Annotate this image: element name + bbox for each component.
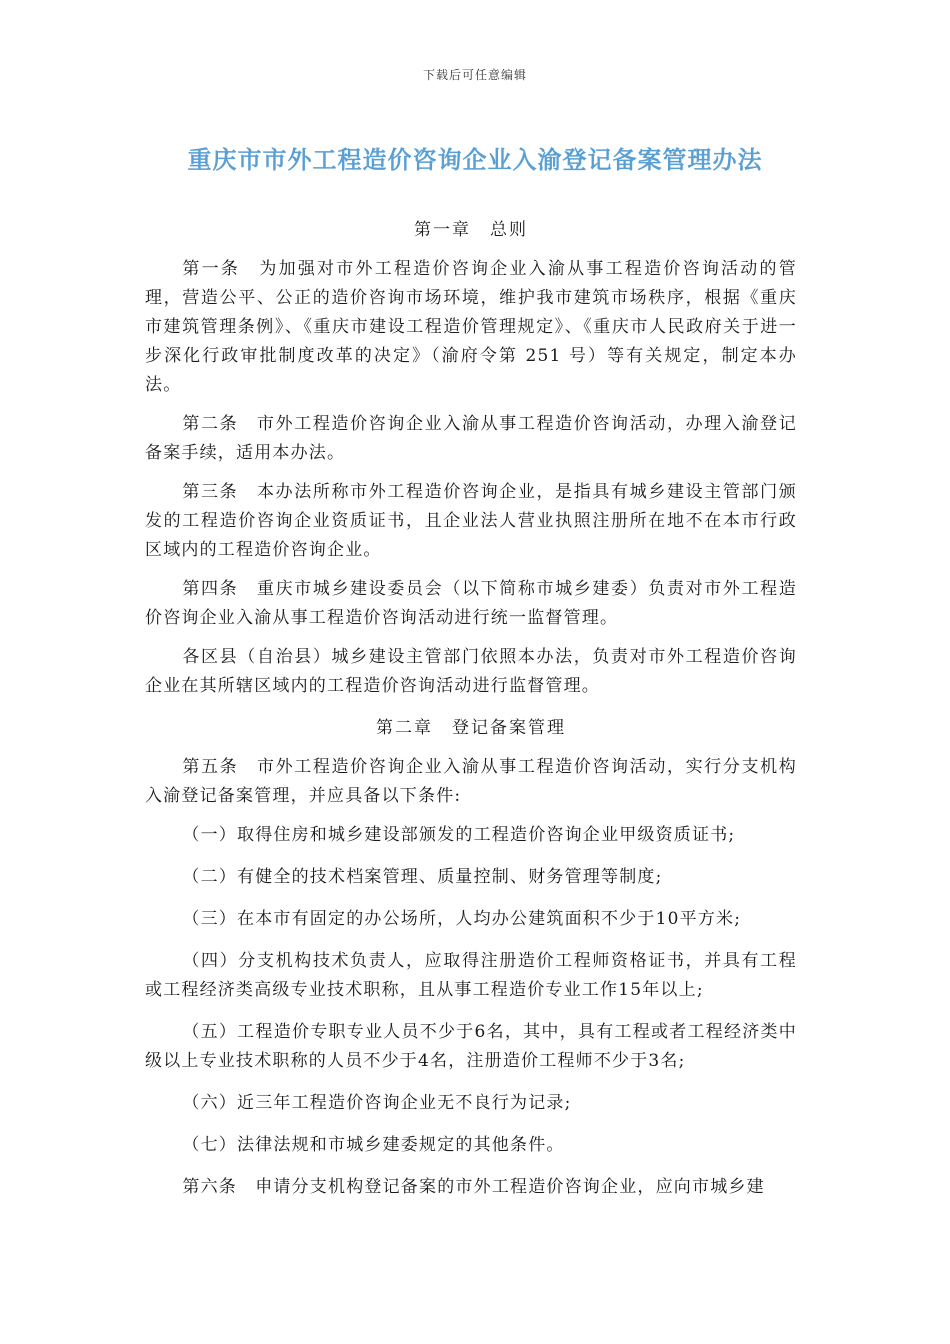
- document-title: 重庆市市外工程造价咨询企业入渝登记备案管理办法: [187, 145, 763, 174]
- condition-item-3: （三）在本市有固定的办公场所，人均办公建筑面积不少于10平方米;: [182, 909, 742, 929]
- article-4-text: 重庆市城乡建设委员会（以下简称市城乡建委）负责对市外工程造价咨询企业入渝从事工程造价咨询活动进行统一监督管理。: [145, 579, 797, 628]
- article-3-label: 第三条: [182, 482, 257, 502]
- article-3: [145, 478, 797, 565]
- condition-item-6: （六）近三年工程造价咨询企业无不良行为记录;: [182, 1093, 572, 1113]
- chapter-heading-2: 第二章 登记备案管理: [376, 718, 566, 738]
- article-2-label: 第二条: [182, 414, 257, 434]
- article-4-label: 第四条: [182, 579, 257, 599]
- condition-item-2: （二）有健全的技术档案管理、质量控制、财务管理等制度;: [182, 867, 663, 887]
- article-1-label: 第一条: [182, 259, 260, 279]
- article-6: [145, 1173, 797, 1202]
- article-1: [145, 255, 797, 400]
- article-5-label: 第五条: [182, 757, 257, 777]
- condition-item-1: （一）取得住房和城乡建设部颁发的工程造价咨询企业甲级资质证书;: [182, 825, 736, 845]
- header-note: 下载后可任意编辑: [422, 68, 527, 82]
- condition-item-4: （四）分支机构技术负责人，应取得注册造价工程师资格证书，并具有工程或工程经济类高级专业技术职称，且从事工程造价专业工作15年以上;: [145, 951, 797, 1000]
- article-3-text: 本办法所称市外工程造价咨询企业，是指具有城乡建设主管部门颁发的工程造价咨询企业资质证书，且企业法人营业执照注册所在地不在本市行政区域内的工程造价咨询企业。: [145, 482, 797, 560]
- article-6-text: 申请分支机构登记备案的市外工程造价咨询企业，应向市城乡建: [255, 1177, 765, 1197]
- article-1-text: 为加强对市外工程造价咨询企业入渝从事工程造价咨询活动的管理，营造公平、公正的造价咨询市场环境，维护我市建筑市场秩序，根据《重庆市建筑管理条例》、《重庆市建设工程造价管理规定》、《重庆市人民政府关于进一步深化行政审批制度改革的决定》（渝府令第 251 号）等有关规定，制定本办法。: [145, 259, 797, 395]
- document-body: [145, 216, 797, 1212]
- condition-item-5: （五）工程造价专职专业人员不少于6名，其中，具有工程或者工程经济类中级以上专业技术职称的人员不少于4名，注册造价工程师不少于3名;: [145, 1022, 797, 1071]
- article-4-paragraph-2: 各区县（自治县）城乡建设主管部门依照本办法，负责对市外工程造价咨询企业在其所辖区域内的工程造价咨询活动进行监督管理。: [145, 647, 797, 696]
- article-2: [145, 410, 797, 468]
- article-2-text: 市外工程造价咨询企业入渝从事工程造价咨询活动，办理入渝登记备案手续，适用本办法。: [145, 414, 797, 463]
- condition-item-7: （七）法律法规和市城乡建委规定的其他条件。: [182, 1135, 565, 1155]
- article-5-text: 市外工程造价咨询企业入渝从事工程造价咨询活动，实行分支机构入渝登记备案管理，并应具备以下条件:: [145, 757, 797, 806]
- chapter-heading-1: 第一章 总则: [414, 220, 528, 240]
- article-5: [145, 753, 797, 811]
- article-4: [145, 575, 797, 633]
- article-6-label: 第六条: [182, 1177, 256, 1197]
